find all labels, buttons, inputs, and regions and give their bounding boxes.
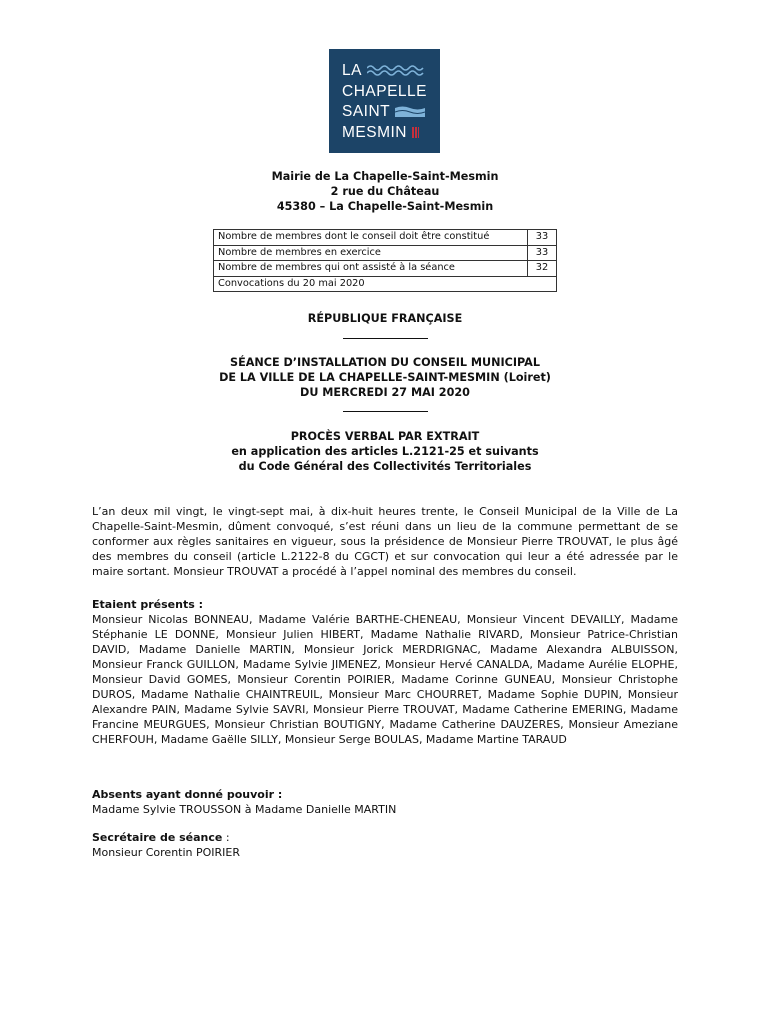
pv-line-3: du Code Général des Collectivités Territoriales [238, 460, 532, 473]
absent-text: Madame Sylvie TROUSSON à Madame Danielle MARTIN [92, 803, 397, 816]
session-line-1: SÉANCE D’INSTALLATION DU CONSEIL MUNICIPAL [230, 356, 540, 369]
secretary-text: Monsieur Corentin POIRIER [92, 846, 241, 859]
republic-heading: RÉPUBLIQUE FRANÇAISE [307, 312, 463, 325]
divider [343, 411, 428, 412]
pv-line-2: en application des articles L.2121-25 et suivants [231, 445, 539, 458]
row-value: 33 [528, 245, 557, 261]
address-line-2: 2 rue du Château [330, 185, 440, 198]
logo-line-4: MESMIN [342, 123, 440, 144]
secretary-heading [92, 830, 678, 845]
present-label: Etaient présents : [92, 598, 203, 611]
row-label: Nombre de membres en exercice [214, 245, 528, 261]
intro-paragraph: L’an deux mil vingt, le vingt-sept mai, à dix-huit heures trente, le Conseil Municipal de la Ville de La Chapelle-Saint-Mesmin, dûment convoqué, s’est réuni dans un lieu de la commune permettant de se conformer aux règles sanitaires en vigueur, sous la présidence de Monsieur Pierre TROUVAT, le plus âgé des membres du conseil (article L.2122-8 du CGCT) et sur convocation qui leur a été adressée par le maire sortant. Monsieur TROUVAT a procédé à l’appel nominal des membres du conseil. [92, 505, 678, 578]
city-logo [329, 49, 440, 153]
members-table [213, 229, 557, 292]
table-row [214, 230, 557, 246]
secretary-separator: : [222, 831, 230, 844]
secretary-section [92, 830, 678, 860]
divider [343, 338, 428, 339]
logo-line-1: LA [342, 61, 440, 82]
table-row [214, 245, 557, 261]
secretary-label: Secrétaire de séance [92, 831, 223, 844]
session-line-3: DU MERCREDI 27 MAI 2020 [300, 386, 470, 399]
logo-line-2: CHAPELLE [342, 82, 427, 100]
pv-title: PROCÈS VERBAL PAR EXTRAIT [290, 430, 480, 443]
logo-line-3: SAINT [342, 102, 440, 123]
session-line-2: DE LA VILLE DE LA CHAPELLE-SAINT-MESMIN (Loiret) [219, 371, 551, 384]
address-line-1: Mairie de La Chapelle-Saint-Mesmin [271, 170, 499, 183]
present-names: Monsieur Nicolas BONNEAU, Madame Valérie BARTHE-CHENEAU, Monsieur Vincent DEVAILLY, Madame Stéphanie LE DONNE, Monsieur Julien HIBERT, Madame Nathalie RIVARD, Monsieur Patrice-Christian DAVID, Madame Danielle MARTIN, Monsieur Jorick MERDRIGNAC, Madame Alexandra ALBUISSON, Monsieur Franck GUILLON, Madame Sylvie JIMENEZ, Monsieur Hervé CANALDA, Madame Aurélie ELOPHE, Monsieur David GOMES, Monsieur Corentin POIRIER, Madame Corinne GUNEAU, Monsieur Christophe DUROS, Madame Nathalie CHAINTREUIL, Monsieur Marc CHOURRET, Madame Sophie DUPIN, Monsieur Alexandre PAIN, Madame Sylvie SAVRI, Monsieur Pierre TROUVAT, Madame Catherine EMERING, Madame Francine MEURGUES, Monsieur Christian BOUTIGNY, Madame Catherine DAUZERES, Monsieur Ameziane CHERFOUH, Madame Gaëlle SILLY, Monsieur Serge BOULAS, Madame Martine TARAUD [92, 613, 678, 746]
convocation-date: Convocations du 20 mai 2020 [214, 276, 557, 292]
address-line-3: 45380 – La Chapelle-Saint-Mesmin [276, 200, 494, 213]
row-label: Nombre de membres dont le conseil doit être constitué [214, 230, 528, 246]
table-row [214, 261, 557, 277]
wave-icon [367, 65, 425, 77]
row-value: 33 [528, 230, 557, 246]
absent-section [92, 787, 678, 817]
row-value: 32 [528, 261, 557, 277]
present-section [92, 597, 678, 747]
table-row [214, 276, 557, 292]
absent-label: Absents ayant donné pouvoir : [92, 788, 283, 801]
row-label: Nombre de membres qui ont assisté à la séance [214, 261, 528, 277]
red-bars-icon [412, 127, 419, 138]
river-icon [395, 106, 425, 118]
